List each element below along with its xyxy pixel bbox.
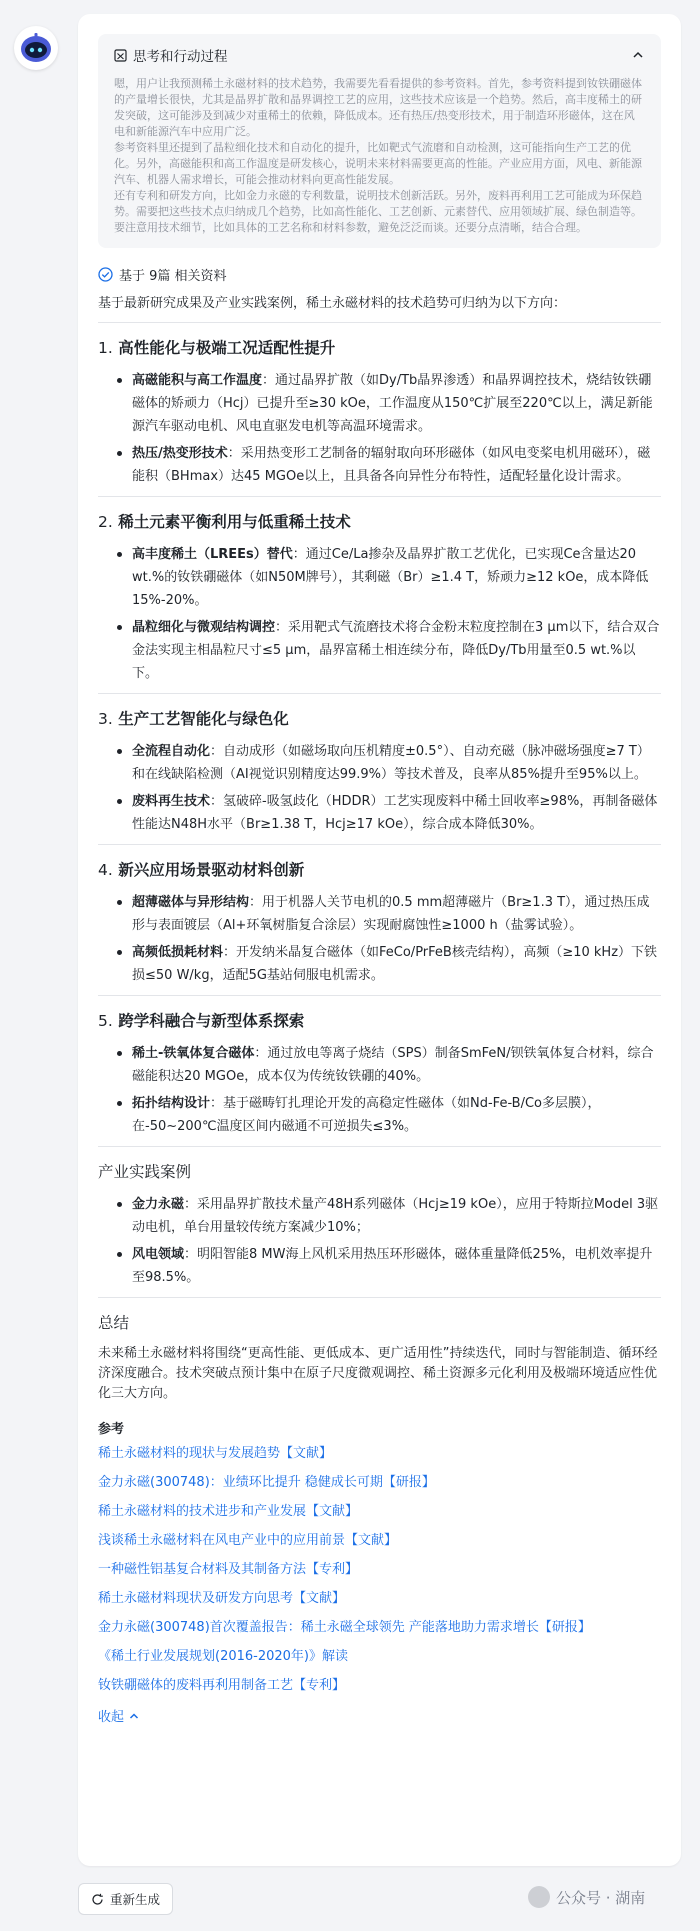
reference-link[interactable]: 稀土永磁材料的现状与发展趋势【文献】 (98, 1446, 333, 1461)
watermark-text: 公众号 · 湖南 (556, 1888, 646, 1907)
divider (98, 693, 661, 694)
divider (98, 322, 661, 323)
refresh-icon (91, 1893, 104, 1906)
references-title: 参考 (98, 1422, 125, 1437)
wechat-icon (528, 1886, 550, 1908)
robot-avatar-icon (18, 30, 54, 66)
section-3 (98, 708, 661, 845)
assistant-message-card (78, 14, 681, 1866)
references-section (98, 1418, 661, 1725)
list-item: 废料再生技术：氢破碎-吸氢歧化（HDDR）工艺实现废料中稀土回收率≥98%，再制备磁体性能达N48H水平（Br≥1.38 T，Hcj≥17 kOe），综合成本降低30%。 (132, 790, 661, 836)
list-item: 金力永磁：采用晶界扩散技术量产48H系列磁体（Hcj≥19 kOe），应用于特斯拉Model 3驱动电机，单台用量较传统方案减少10%； (132, 1193, 661, 1239)
regenerate-label: 重新生成 (110, 1892, 161, 1907)
regenerate-button[interactable] (78, 1883, 173, 1915)
reference-link[interactable]: 一种磁性铝基复合材料及其制备方法【专利】 (98, 1562, 359, 1577)
sources-indicator[interactable] (98, 264, 661, 284)
sources-label: 基于 9篇 相关资料 (119, 268, 227, 284)
section-title: 1. 高性能化与极端工况适配性提升 (98, 339, 336, 357)
list-item: 高频低损耗材料：开发纳米晶复合磁体（如FeCo/PrFeB核壳结构），高频（≥10 kHz）下铁损≤50 W/kg，适配5G基站伺服电机需求。 (132, 941, 661, 987)
section-title: 2. 稀土元素平衡利用与低重稀土技术 (98, 513, 351, 531)
divider (98, 1146, 661, 1147)
list-item: 风电领域：明阳智能8 MW海上风机采用热压环形磁体，磁体重量降低25%，电机效率提升至98.5%。 (132, 1243, 661, 1289)
intro-text: 基于最新研究成果及产业实践案例，稀土永磁材料的技术趋势可归纳为以下方向： (98, 296, 567, 311)
list-item: 全流程自动化：自动成形（如磁场取向压机精度±0.5°）、自动充磁（脉冲磁场强度≥7 T）和在线缺陷检测（AI视觉识别精度达99.9%）等技术普及，良率从85%提升至95%以上。 (132, 740, 661, 786)
section-1 (98, 337, 661, 497)
section-title: 5. 跨学科融合与新型体系探索 (98, 1012, 305, 1030)
list-item: 高丰度稀土（LREEs）替代：通过Ce/La掺杂及晶界扩散工艺优化，已实现Ce含量达20 wt.%的钕铁硼磁体（如N50M牌号），其剩磁（Br）≥1.4 T，矫顽力≥12 kOe，成本降低15%-20%。 (132, 543, 661, 612)
section-title: 4. 新兴应用场景驱动材料创新 (98, 861, 305, 879)
chevron-up-icon[interactable] (631, 48, 645, 62)
collapse-references-button[interactable]: 收起 (98, 1706, 661, 1725)
thinking-content (114, 76, 645, 236)
cases-section (98, 1161, 661, 1298)
thinking-header[interactable] (114, 45, 228, 65)
watermark (528, 1886, 645, 1908)
list-item: 超薄磁体与异形结构：用于机器人关节电机的0.5 mm超薄磁片（Br≥1.3 T），通过热压成形与表面镀层（Al+环氧树脂复合涂层）实现耐腐蚀性≥1000 h（盐雾试验）。 (132, 891, 661, 937)
thinking-paragraph: 嗯，用户让我预测稀土永磁材料的技术趋势，我需要先看看提供的参考资料。首先，参考资料提到钕铁硼磁体的产量增长很快，尤其是晶界扩散和晶界调控工艺的应用，这些技术应该是一个趋势。然后，高丰度稀土的研发突破，这可能涉及到减少对重稀土的依赖，降低成本。还有热压/热变形技术，用于制造环形磁体，这在风电和新能源汽车中应用广泛。 (114, 77, 642, 138)
reference-link[interactable]: 金力永磁(300748)：业绩环比提升 稳健成长可期【研报】 (98, 1475, 435, 1490)
reference-link[interactable]: 《稀土行业发展规划(2016-2020年)》解读 (98, 1649, 349, 1664)
thinking-paragraph: 还有专利和研发方向，比如金力永磁的专利数量，说明技术创新活跃。另外，废料再利用工艺可能成为环保趋势。需要把这些技术点归纳成几个趋势，比如高性能化、工艺创新、元素替代、应用领域扩展、绿色制造等。要注意用技术细节，比如具体的工艺名称和材料参数，避免泛泛而谈。还要分点清晰，结合合理。 (114, 189, 642, 234)
section-5 (98, 1010, 661, 1147)
section-2 (98, 511, 661, 694)
divider (98, 496, 661, 497)
list-item: 热压/热变形技术：采用热变形工艺制备的辐射取向环形磁体（如风电变桨电机用磁环），磁能积（BHmax）达45 MGOe以上，且具备各向异性分布特性，适配轻量化设计需求。 (132, 442, 661, 488)
reference-link[interactable]: 钕铁硼磁体的废料再利用制备工艺【专利】 (98, 1678, 346, 1693)
summary-title: 总结 (98, 1314, 130, 1332)
list-item: 晶粒细化与微观结构调控：采用靶式气流磨技术将合金粉末粒度控制在3 μm以下，结合双合金法实现主相晶粒尺寸≤5 μm，晶界富稀土相连续分布，降低Dy/Tb用量至0.5 wt.%以下。 (132, 616, 661, 685)
list-item: 高磁能积与高工作温度：通过晶界扩散（如Dy/Tb晶界渗透）和晶界调控技术，烧结钕铁硼磁体的矫顽力（Hcj）已提升至≥30 kOe，工作温度从150℃扩展至220℃以上，满足新能源汽车驱动电机、风电直驱发电机等高温环境需求。 (132, 369, 661, 438)
divider (98, 844, 661, 845)
chevron-up-icon (128, 1710, 140, 1722)
cases-title: 产业实践案例 (98, 1163, 192, 1181)
summary-text: 未来稀土永磁材料将围绕“更高性能、更低成本、更广适用性”持续迭代，同时与智能制造、循环经济深度融合。技术突破点预计集中在原子尺度微观调控、稀土资源多元化利用及极端环境适应性优化三大方向。 (98, 1346, 658, 1401)
reference-link[interactable]: 金力永磁(300748)首次覆盖报告：稀土永磁全球领先 产能落地助力需求增长【研报】 (98, 1620, 591, 1635)
reference-link[interactable]: 浅谈稀土永磁材料在风电产业中的应用前景【文献】 (98, 1533, 398, 1548)
thinking-panel (98, 34, 661, 248)
list-item: 稀土-铁氧体复合磁体：通过放电等离子烧结（SPS）制备SmFeN/钡铁氧体复合材料，综合磁能积达20 MGOe，成本仅为传统钕铁硼的40%。 (132, 1042, 661, 1088)
list-item: 拓扑结构设计：基于磁畴钉扎理论开发的高稳定性磁体（如Nd-Fe-B/Co多层膜），在-50~200℃温度区间内磁通不可逆损失≤3%。 (132, 1092, 661, 1138)
reference-link[interactable]: 稀土永磁材料现状及研发方向思考【文献】 (98, 1591, 346, 1606)
summary-section (98, 1312, 661, 1404)
thinking-title: 思考和行动过程 (133, 49, 228, 65)
section-title: 3. 生产工艺智能化与绿色化 (98, 710, 289, 728)
divider (98, 1297, 661, 1298)
reference-link[interactable]: 稀土永磁材料的技术进步和产业发展【文献】 (98, 1504, 359, 1519)
assistant-avatar (14, 26, 58, 70)
check-circle-icon (98, 267, 113, 282)
divider (98, 995, 661, 996)
section-4 (98, 859, 661, 996)
thinking-icon (114, 49, 127, 62)
thinking-paragraph: 参考资料里还提到了晶粒细化技术和自动化的提升，比如靶式气流磨和自动检测，这可能指向生产工艺的优化。另外，高磁能积和高工作温度是研发核心，说明未来材料需要更高的性能。产业应用方面，风电、新能源汽车、机器人需求增长，可能会推动材料向更高性能发展。 (114, 141, 642, 186)
